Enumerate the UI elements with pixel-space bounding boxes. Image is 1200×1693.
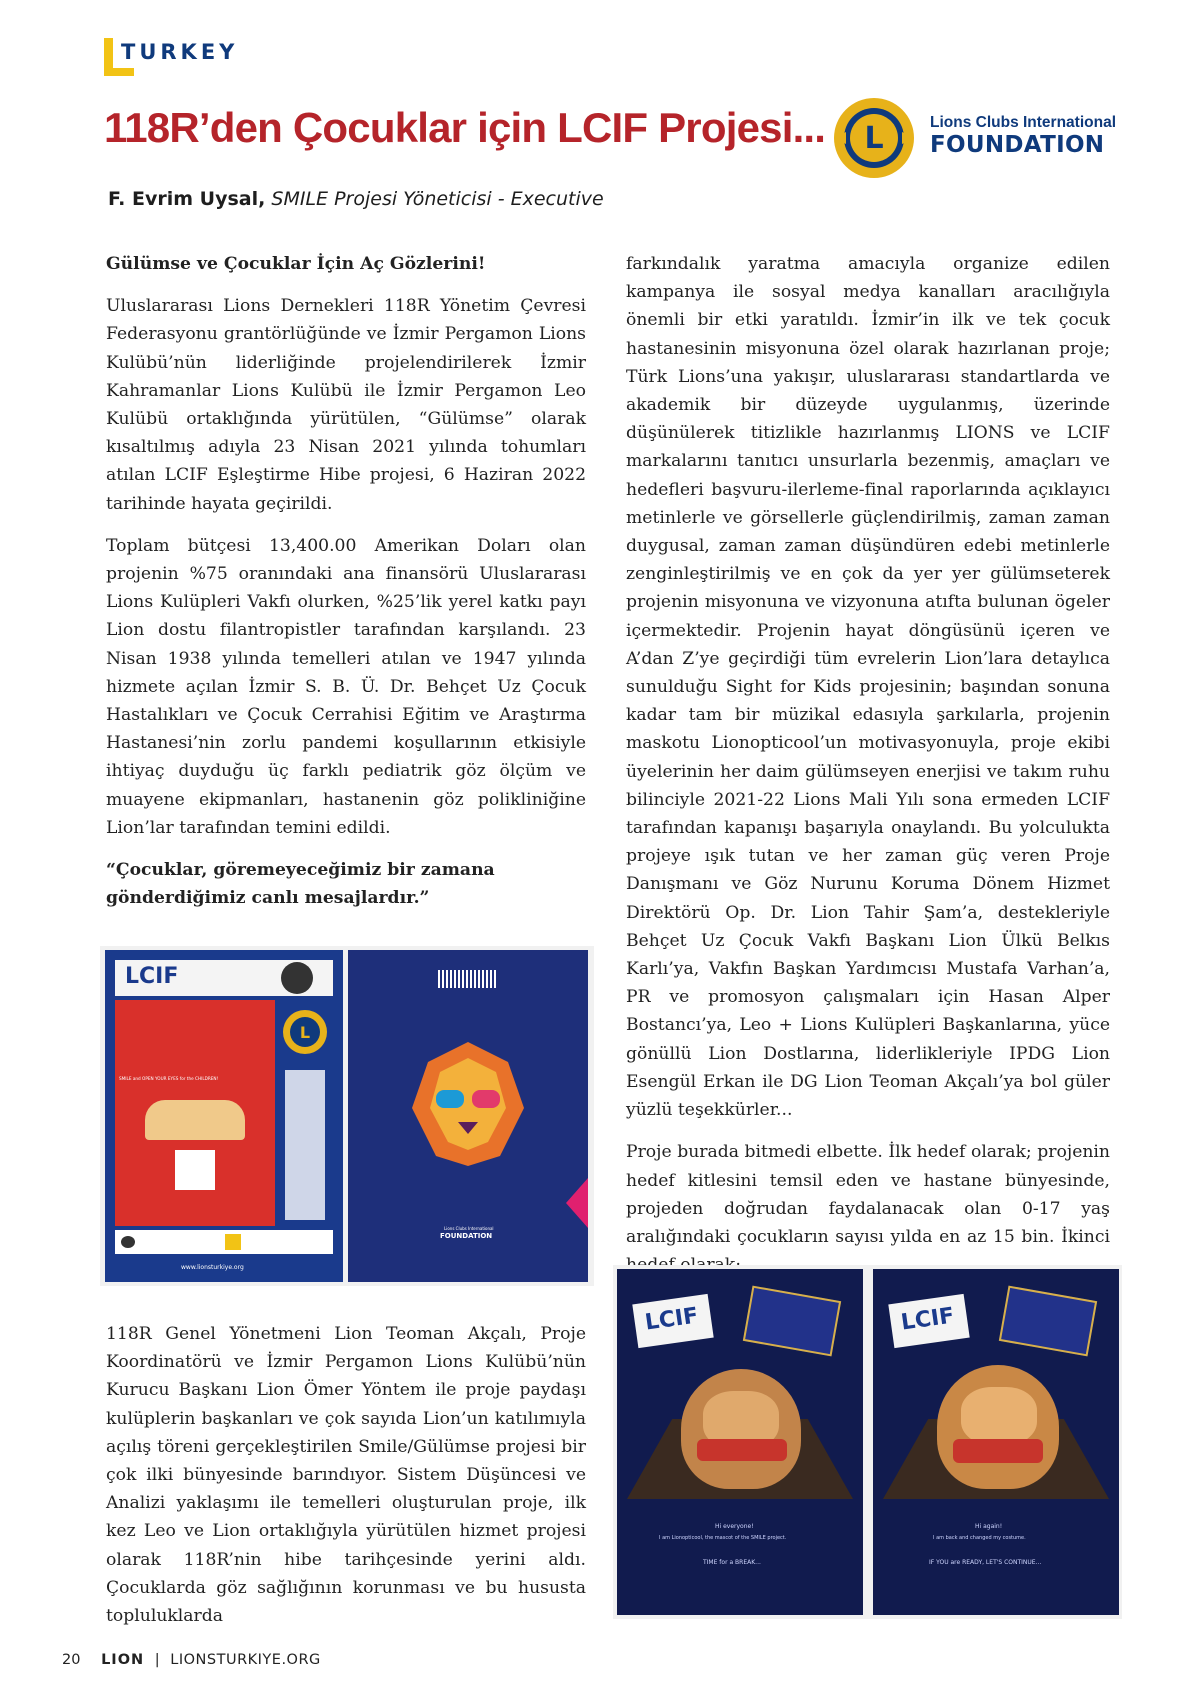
byline: [108, 188, 604, 210]
footer-brand: LION: [101, 1652, 145, 1668]
poster-emblem-icon: [281, 1008, 329, 1056]
page-footer: [62, 1652, 321, 1668]
card-b-line2: I am back and changed my costume.: [933, 1535, 1026, 1541]
footer-separator: |: [154, 1652, 160, 1668]
svg-text:L: L: [864, 121, 884, 156]
svg-text:L: L: [299, 1023, 311, 1042]
page-number: 20: [62, 1652, 81, 1668]
paragraph-4: farkındalık yaratma amacıyla organize edilen kampanya ile sosyal medya kanalları aracılığıyla önemli bir etki yaratıldı. İzmir’in ilk ve tek çocuk hastanesinin misyonuna özel olarak hazırlanan proje; Türk Lions’una yakışır, uluslararası standartlarda ve akademik bir düzeyde uygulanmış, üzerinde düşünülerek titizlikle hazırlanmış LIONS ve LCIF markalarını tanıtıcı unsurlarla bezenmiş, amaçları ve hedefleri başvuru-ilerleme-final raporlarında açıklayıcı metinlerle ve görsellerle güçlendirilmiş, zaman zaman duygusal, zaman zaman düşündüren edebi metinlerle zenginleştirilmiş ve en çok da yer yer gülümseterek projenin misyonuna ve vizyonuna atıfta bulunan ögeler içermektedir. Projenin hayat döngüsünü içeren ve A’dan Z’ye geçirdiği tüm evrelerin Lion’lara detaylıca sunulduğu Sight for Kids projesinin; başından sonuna kadar tam bir müzikal edasıyla şarkılarla, projenin maskotu Lionopticool’un motivasyonuyla, proje ekibi üyelerinin her daim gülümseyen enerjisi ve takım ruhu bilinciyle 2021-22 Lions Mali Yılı sona ermeden LCIF tarafından kapanışı başarıyla onaylandı. Bu yolculukta projeye ışık tutan ve her zaman güç veren Proje Danışmanı ve Göz Nurunu Koruma Dönem Hizmet Direktörü Op. Dr. Lion Tahir Şam’a, destekleriyle Behçet Uz Çocuk Vakfı Başkanı Lion Ülkü Belkıs Karlı’ya, Vakfın Başkan Yardımcısı Mustafa Varhan’a, PR ve promosyon çalışmaları için Hasan Alper Bostancı’ya, Leo + Lions Kulüpleri Başkanlarına, yüce gönüllü Lion Dostlarına, liderlikleriyle IPDG Lion Esengül Erkan ile DG Lion Teoman Akçalı’ya bol güler yüzlü teşekkürler...: [626, 254, 1110, 1121]
card-b-line1: Hi again!: [975, 1523, 1003, 1530]
poster-smile-text: SMILE and OPEN YOUR EYES for the CHILDREN!: [119, 1076, 219, 1081]
article-title: 118R’den Çocuklar için LCIF Projesi...: [104, 104, 826, 151]
card-a-lcif-logo: LCIF: [643, 1303, 700, 1336]
article-subhead: Gülümse ve Çocuklar İçin Aç Gözlerini!: [106, 254, 486, 274]
poster-site-text: www.lionsturkiye.org: [181, 1264, 244, 1271]
left-column: [106, 250, 586, 912]
paragraph-2: Toplam bütçesi 13,400.00 Amerikan Doları olan projenin %75 oranındaki ana finansörü Uluslararası Lions Kulüpleri Vakfı olurken, %25’lik yerel katkı payı Lion dostu filantropistler tarafından karşılandı. 23 Nisan 1938 yılında temelleri atılan ve 1947 yılında hizmete açılan İzmir S. B. Ü. Dr. Behçet Uz Çocuk Hastalıkları ve Çocuk Cerrahisi Eğitim ve Araştırma Hastanesi’nin zorlu pandemi koşullarının etkisiyle ihtiyaç duyduğu üç farklı pediatrik göz ölçüm ve muayene ekipmanları, hastanenin göz polikliniğine Lion’lar tarafından temini edildi.: [106, 535, 586, 838]
notebook-logo-line1: Lions Clubs International: [444, 1226, 494, 1231]
foundation-logo-line2: FOUNDATION: [930, 132, 1105, 158]
poster-lcif-logo: LCIF: [125, 964, 179, 989]
mascot-card-break: [617, 1269, 863, 1615]
paragraph-5: Proje burada bitmedi elbette. İlk hedef olarak; projenin hedef kitlesini temsil eden ve hastane bünyesinde, projeden doğrudan faydalanacak olan 0-17 yaş aralığındaki çocukların sayısı yılda en az 15 bin. İkinci: [626, 1142, 1110, 1247]
paragraph-1: Uluslararası Lions Dernekleri 118R Yönetim Çevresi Federasyonu grantörlüğünde ve İzmir Pergamon Lions Kulübü’nün liderliğinde projelendirilerek İzmir Kahramanlar Lions Kulübü ile İzmir Pergamon Leo Kulübü ortaklığında yürütülen, “Gülümse” olarak kısaltılmış adıyla 23 Nisan 2021 yılında tohumları atılan LCIF Eşleştirme Hibe projesi, 6 Haziran 2022 tarihinde hayata geçirildi.: [106, 296, 586, 514]
foundation-logo-line1: Lions Clubs International: [930, 114, 1117, 131]
figure-mascot-cards: [613, 1265, 1122, 1619]
footer-site-link[interactable]: LIONSTURKIYE.ORG: [170, 1652, 321, 1668]
lion-face-icon: [408, 1038, 528, 1168]
author-role: SMILE Projesi Yöneticisi - Executive: [271, 188, 604, 210]
right-column: [626, 250, 1110, 1293]
card-b-line3: IF YOU are READY, LET'S CONTINUE...: [929, 1559, 1042, 1566]
paragraph-3: 118R Genel Yönetmeni Lion Teoman Akçalı, Proje Koordinatörü ve İzmir Pergamon Lions Kulübü’nün Kurucu Başkanı Lion Ömer Yöntem ile proje paydaşı kulüplerin başkanları ve çok sayıda Lion’un katılımıyla açılış töreni gerçekleştirilen Smile/Gülümse projesi bir çok ilki bünyesinde barındıyor. Sistem Düşüncesi ve Analizi yaklaşımı ile temelleri oluşturulan proje, ilk kez Leo ve Lion ortaklığıyla yürütülen hizmet projesi olarak 118R’nin hibe tarihçesinde yerini aldı. Çocuklarda göz sağlığının korunması ve bu hususta topluluklarda: [106, 1324, 586, 1627]
card-a-line3: TIME for a BREAK...: [703, 1559, 761, 1566]
foundation-logo: [930, 114, 1117, 158]
pull-quote: “Çocuklar, göremeyeceğimiz bir zamana gönderdiğimiz canlı mesajlardır.”: [106, 860, 495, 909]
project-poster-image: [105, 950, 343, 1282]
section-label: TURKEY: [121, 40, 239, 64]
figure-poster-and-notebook: [100, 946, 594, 1286]
lcif-notebook-image: [348, 950, 588, 1282]
card-b-lcif-logo: LCIF: [899, 1303, 956, 1336]
card-a-line2: I am Lionopticool, the mascot of the SMILE project.: [659, 1535, 787, 1541]
card-a-line1: Hi everyone!: [715, 1523, 754, 1530]
notebook-logo-line2: FOUNDATION: [440, 1232, 493, 1240]
left-column-continued: [106, 1320, 586, 1644]
mascot-card-continue: [873, 1269, 1119, 1615]
lions-emblem-icon: [832, 96, 916, 180]
author-name: F. Evrim Uysal,: [108, 188, 266, 210]
